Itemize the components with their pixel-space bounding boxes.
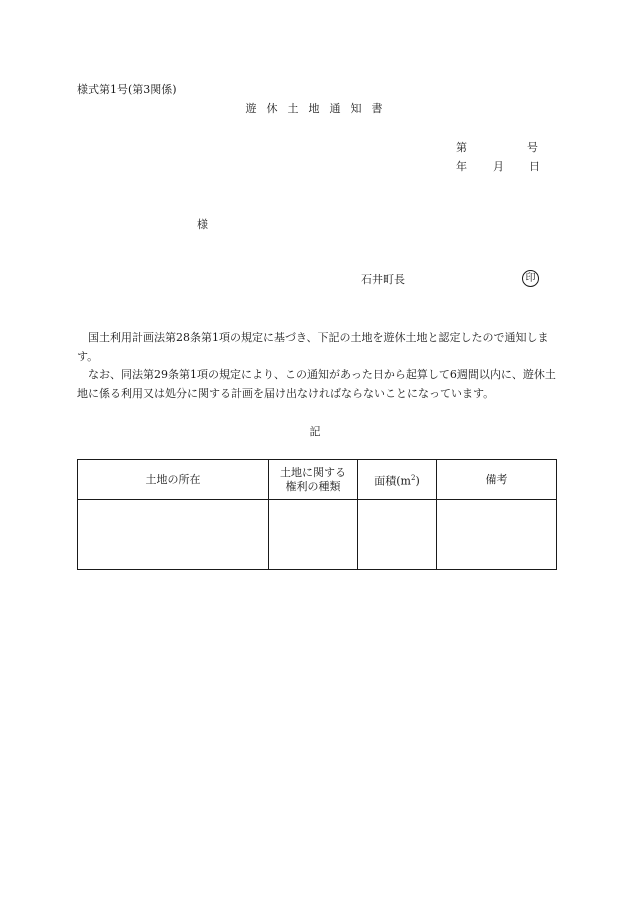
form-code: 様式第1号(第3関係) [77, 83, 177, 96]
table-row [78, 500, 557, 570]
date-month-label: 月 [493, 160, 504, 173]
record-label: 記 [309, 425, 321, 438]
header-area [358, 460, 437, 500]
header-rights-line2: 権利の種類 [285, 479, 341, 493]
header-remarks: 備考 [437, 460, 557, 500]
cell-rights[interactable] [269, 500, 358, 570]
cell-area[interactable] [358, 500, 437, 570]
land-table [77, 459, 557, 570]
header-rights [269, 460, 358, 500]
date-year-label: 年 [456, 160, 467, 173]
header-area-text: 面積(m [374, 474, 411, 488]
seal-icon: 印 [522, 270, 539, 287]
number-suffix: 号 [527, 141, 538, 154]
document-title: 遊休土地通知書 [245, 102, 393, 115]
number-prefix: 第 [456, 141, 467, 154]
header-location: 土地の所在 [78, 460, 269, 500]
addressee-honorific: 様 [197, 218, 208, 231]
body-paragraph-2: なお、同法第29条第1項の規定により、この通知があった日から起算して6週間以内に、遊休土地に係る利用又は処分に関する計画を届け出なければならないことになっています。 [77, 368, 556, 400]
body-paragraph-1: 国土利用計画法第28条第1項の規定に基づき、下記の土地を遊休土地と認定したので通知します。 [77, 331, 549, 363]
notice-body [77, 329, 557, 403]
cell-remarks[interactable] [437, 500, 557, 570]
table-header-row [78, 460, 557, 500]
cell-location[interactable] [78, 500, 269, 570]
header-rights-line1: 土地に関する [280, 465, 346, 479]
header-area-sup: 2 [410, 473, 416, 482]
date-day-label: 日 [529, 160, 540, 173]
header-area-close: ) [415, 474, 420, 488]
sender-name: 石井町長 [361, 273, 405, 286]
